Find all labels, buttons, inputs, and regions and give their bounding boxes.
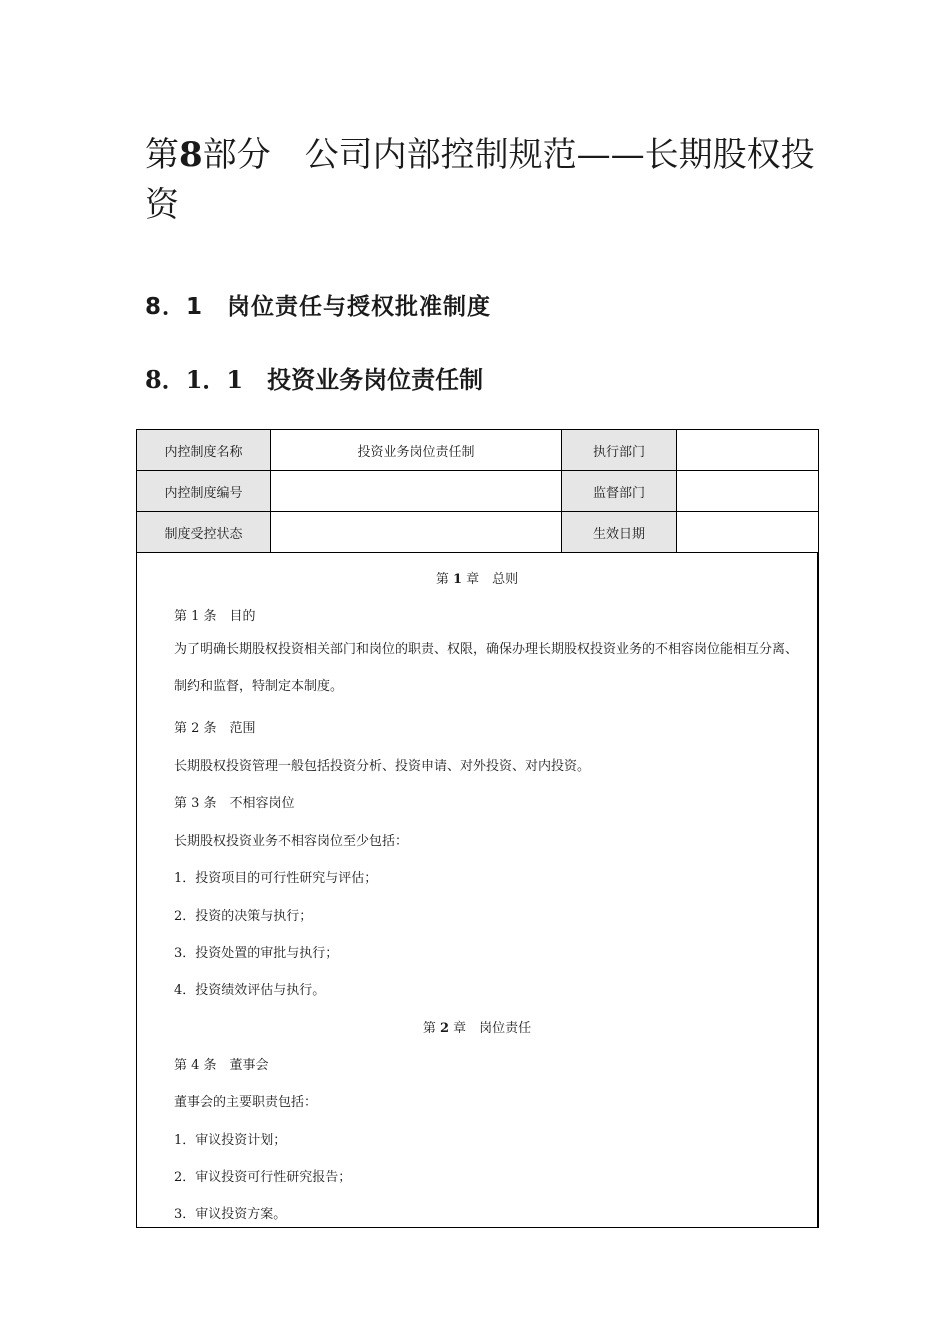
article-title: 第 2 条 范围 (174, 721, 256, 736)
page-title: 第8部分 公司内部控制规范——长期股权投资 (145, 135, 815, 225)
chapter-heading: 第 1 章 总则 (435, 572, 519, 587)
list-item: 1．投资项目的可行性研究与评估； (174, 871, 378, 886)
article-title: 第 1 条 目的 (174, 609, 256, 624)
table-cell (271, 471, 562, 512)
table-row (137, 512, 819, 553)
table-cell: 监督部门 (562, 471, 677, 512)
table-cell: 执行部门 (562, 430, 677, 471)
table-cell (677, 512, 819, 553)
table-row (137, 430, 819, 471)
table-row (137, 471, 819, 512)
list-item: 4．投资绩效评估与执行。 (174, 983, 326, 998)
article-text: 长期股权投资业务不相容岗位至少包括： (174, 834, 409, 849)
subsection-heading: 8．1．1 投资业务岗位责任制 (145, 365, 484, 394)
section-heading: 8．1 岗位责任与授权批准制度 (145, 294, 492, 320)
table-cell (271, 512, 562, 553)
list-item: 2．投资的决策与执行； (174, 909, 313, 924)
table-cell: 内控制度编号 (137, 471, 271, 512)
table-cell: 制度受控状态 (137, 512, 271, 553)
table-cell (677, 471, 819, 512)
chapter-heading: 第 2 章 岗位责任 (422, 1021, 532, 1036)
table-cell: 内控制度名称 (137, 430, 271, 471)
list-item: 3．审议投资方案。 (174, 1207, 287, 1222)
article-text: 长期股权投资管理一般包括投资分析、投资申请、对外投资、对内投资。 (174, 759, 591, 774)
table-cell: 生效日期 (562, 512, 677, 553)
article-text: 为了明确长期股权投资相关部门和岗位的职责、权限，确保办理长期股权投资业务的不相容岗位能相互分离、制约和监督，特制定本制度。 (174, 642, 799, 694)
list-item: 2．审议投资可行性研究报告； (174, 1170, 352, 1185)
article-text: 董事会的主要职责包括： (174, 1095, 318, 1110)
table-cell: 投资业务岗位责任制 (271, 430, 562, 471)
control-info-table (136, 429, 819, 553)
regulation-body (136, 553, 819, 1228)
article-title: 第 4 条 董事会 (174, 1058, 269, 1073)
table-cell (677, 430, 819, 471)
article-title: 第 3 条 不相容岗位 (174, 796, 295, 811)
list-item: 1．审议投资计划； (174, 1133, 287, 1148)
list-item: 3．投资处置的审批与执行； (174, 946, 339, 961)
